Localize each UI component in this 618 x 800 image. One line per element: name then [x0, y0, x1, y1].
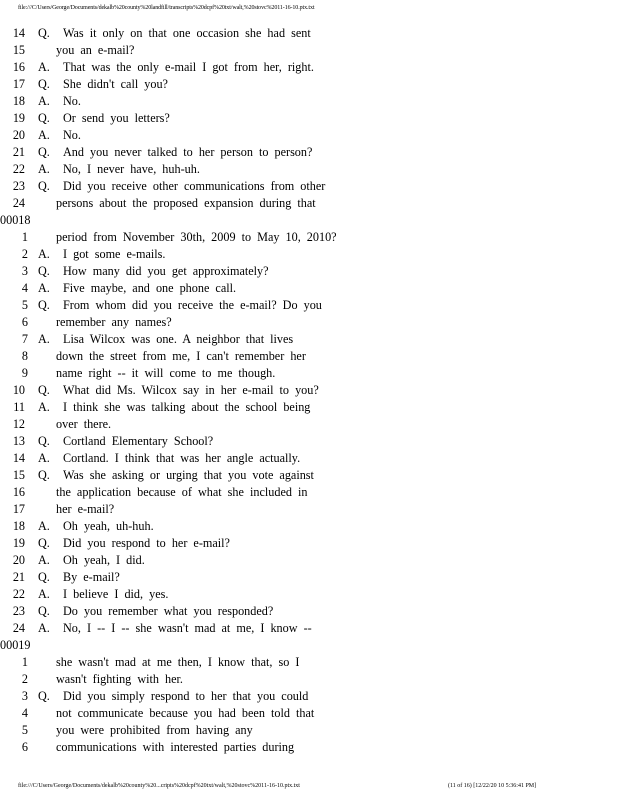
line-text: Cortland Elementary School?	[63, 434, 214, 448]
transcript-line	[0, 433, 600, 450]
transcript-line	[0, 280, 600, 297]
line-number: 8	[21, 349, 28, 363]
transcript-line	[0, 739, 600, 756]
line-number: 23	[12, 604, 25, 618]
transcript-line	[0, 42, 600, 59]
line-text: That was the only e-mail I got from her, right.	[63, 60, 314, 74]
transcript-line	[0, 569, 600, 586]
speaker-label: Q.	[38, 298, 50, 312]
speaker-label: Q.	[38, 604, 50, 618]
speaker-label: Q.	[38, 536, 50, 550]
line-text: Do you remember what you responded?	[63, 604, 274, 618]
speaker-label: A.	[38, 553, 50, 567]
transcript-line	[0, 365, 600, 382]
speaker-label: A.	[38, 60, 50, 74]
transcript-line	[0, 535, 600, 552]
line-number: 21	[12, 570, 25, 584]
line-number: 7	[21, 332, 28, 346]
line-text: Did you receive other communications from other	[63, 179, 326, 193]
line-number: 10	[12, 383, 25, 397]
line-number: 4	[21, 706, 28, 720]
footer-file-path: file:///C/Users/George/Documents/dekalb%20county%20...cripts%20dcpf%20txt/walt,%20stovc%2011-16-10.ptx.txt	[18, 783, 300, 789]
line-number: 2	[21, 247, 28, 261]
line-number: 20	[12, 553, 25, 567]
line-text: No, I -- I -- she wasn't mad at me, I know --	[63, 621, 312, 635]
speaker-label: A.	[38, 94, 50, 108]
speaker-label: Q.	[38, 111, 50, 125]
speaker-label: Q.	[38, 468, 50, 482]
transcript-line	[0, 348, 600, 365]
line-text: wasn't fighting with her.	[56, 672, 183, 686]
line-number: 24	[12, 621, 25, 635]
transcript-line	[0, 518, 600, 535]
page-footer	[18, 783, 598, 789]
page-marker-line	[0, 212, 600, 229]
transcript-line	[0, 671, 600, 688]
line-number: 14	[12, 451, 25, 465]
speaker-label: Q.	[38, 179, 50, 193]
transcript-line	[0, 195, 600, 212]
line-number: 3	[21, 689, 28, 703]
line-number: 5	[21, 723, 28, 737]
speaker-label: Q.	[38, 145, 50, 159]
line-number: 16	[12, 485, 25, 499]
line-number: 14	[12, 26, 25, 40]
line-text: By e-mail?	[63, 570, 120, 584]
speaker-label: Q.	[38, 77, 50, 91]
line-number: 2	[21, 672, 28, 686]
speaker-label: A.	[38, 332, 50, 346]
line-number: 17	[12, 502, 25, 516]
speaker-label: Q.	[38, 264, 50, 278]
speaker-label: A.	[38, 400, 50, 414]
speaker-label: Q.	[38, 434, 50, 448]
transcript-line	[0, 705, 600, 722]
transcript-line	[0, 722, 600, 739]
transcript-line	[0, 603, 600, 620]
line-number: 22	[12, 162, 25, 176]
line-text: Did you respond to her e-mail?	[63, 536, 230, 550]
speaker-label: Q.	[38, 26, 50, 40]
speaker-label: Q.	[38, 383, 50, 397]
speaker-label: A.	[38, 162, 50, 176]
speaker-label: A.	[38, 128, 50, 142]
transcript-line	[0, 688, 600, 705]
speaker-label: Q.	[38, 570, 50, 584]
line-text: Lisa Wilcox was one. A neighbor that lives	[63, 332, 294, 346]
line-number: 18	[12, 94, 25, 108]
line-text: Five maybe, and one phone call.	[63, 281, 237, 295]
line-text: What did Ms. Wilcox say in her e-mail to you?	[63, 383, 319, 397]
speaker-label: A.	[38, 519, 50, 533]
line-text: persons about the proposed expansion during that	[56, 196, 316, 210]
line-number: 19	[12, 536, 25, 550]
line-number: 22	[12, 587, 25, 601]
line-number: 21	[12, 145, 25, 159]
line-text: her e-mail?	[56, 502, 115, 516]
line-text: Was it only on that one occasion she had sent	[63, 26, 311, 40]
transcript-line	[0, 93, 600, 110]
transcript-line	[0, 586, 600, 603]
line-number: 24	[12, 196, 25, 210]
transcript-line	[0, 297, 600, 314]
line-number: 16	[12, 60, 25, 74]
transcript-line	[0, 620, 600, 637]
transcript-line	[0, 144, 600, 161]
line-text: period from November 30th, 2009 to May 10, 2010?	[56, 230, 337, 244]
line-number: 17	[12, 77, 25, 91]
line-number: 1	[21, 230, 28, 244]
footer-page-info: (11 of 16) [12/22/20 10 5:36:41 PM]	[448, 783, 537, 789]
transcript-line	[0, 552, 600, 569]
line-text: How many did you get approximately?	[63, 264, 269, 278]
transcript-line	[0, 246, 600, 263]
line-text: the application because of what she included in	[56, 485, 308, 499]
line-number: 12	[12, 417, 25, 431]
file-path-header: file:///C/Users/George/Documents/dekalb%20county%20landfill/transcripts%20dcpf%20txt/walt,%20stovc%2011-16-10.ptx.txt	[18, 5, 315, 11]
transcript-line	[0, 59, 600, 76]
transcript-line	[0, 314, 600, 331]
transcript-line	[0, 229, 600, 246]
page-marker: 00018	[0, 213, 31, 227]
line-text: Cortland. I think that was her angle actually.	[63, 451, 301, 465]
line-number: 11	[13, 400, 25, 414]
line-number: 15	[12, 468, 25, 482]
transcript-body	[0, 25, 600, 756]
line-number: 1	[21, 655, 28, 669]
line-text: down the street from me, I can't remember her	[56, 349, 306, 363]
transcript-line	[0, 399, 600, 416]
line-number: 5	[21, 298, 28, 312]
line-number: 23	[12, 179, 25, 193]
line-text: No, I never have, huh-uh.	[63, 162, 200, 176]
page-marker: 00019	[0, 638, 31, 652]
line-text: Was she asking or urging that you vote against	[63, 468, 314, 482]
line-number: 20	[12, 128, 25, 142]
speaker-label: A.	[38, 621, 50, 635]
line-text: over there.	[56, 417, 112, 431]
transcript-line	[0, 331, 600, 348]
speaker-label: A.	[38, 587, 50, 601]
transcript-line	[0, 263, 600, 280]
line-text: I got some e-mails.	[63, 247, 166, 261]
speaker-label: A.	[38, 247, 50, 261]
line-number: 13	[12, 434, 25, 448]
transcript-line	[0, 382, 600, 399]
line-number: 4	[21, 281, 28, 295]
line-text: From whom did you receive the e-mail? Do you	[63, 298, 322, 312]
line-text: I think she was talking about the school being	[63, 400, 311, 414]
line-number: 19	[12, 111, 25, 125]
transcript-line	[0, 416, 600, 433]
line-text: Or send you letters?	[63, 111, 170, 125]
transcript-line	[0, 467, 600, 484]
transcript-line	[0, 127, 600, 144]
transcript-line	[0, 25, 600, 42]
line-text: She didn't call you?	[63, 77, 168, 91]
line-text: No.	[63, 94, 81, 108]
line-number: 6	[21, 740, 28, 754]
line-text: name right -- it will come to me though.	[56, 366, 276, 380]
transcript-line	[0, 161, 600, 178]
line-number: 6	[21, 315, 28, 329]
page-marker-line	[0, 637, 600, 654]
line-text: she wasn't mad at me then, I know that, so I	[56, 655, 300, 669]
transcript-line	[0, 178, 600, 195]
speaker-label: Q.	[38, 689, 50, 703]
line-text: I believe I did, yes.	[63, 587, 169, 601]
line-number: 18	[12, 519, 25, 533]
speaker-label: A.	[38, 451, 50, 465]
line-number: 3	[21, 264, 28, 278]
line-text: communications with interested parties during	[56, 740, 295, 754]
line-number: 9	[21, 366, 28, 380]
speaker-label: A.	[38, 281, 50, 295]
line-text: No.	[63, 128, 81, 142]
line-text: Oh yeah, I did.	[63, 553, 145, 567]
transcript-line	[0, 484, 600, 501]
line-text: not communicate because you had been told that	[56, 706, 315, 720]
transcript-line	[0, 110, 600, 127]
line-text: you an e-mail?	[56, 43, 135, 57]
line-text: remember any names?	[56, 315, 172, 329]
transcript-line	[0, 501, 600, 518]
transcript-line	[0, 450, 600, 467]
line-text: Oh yeah, uh-huh.	[63, 519, 154, 533]
transcript-line	[0, 654, 600, 671]
transcript-line	[0, 76, 600, 93]
line-text: you were prohibited from having any	[56, 723, 253, 737]
line-text: And you never talked to her person to person?	[63, 145, 313, 159]
line-number: 15	[12, 43, 25, 57]
line-text: Did you simply respond to her that you could	[63, 689, 309, 703]
